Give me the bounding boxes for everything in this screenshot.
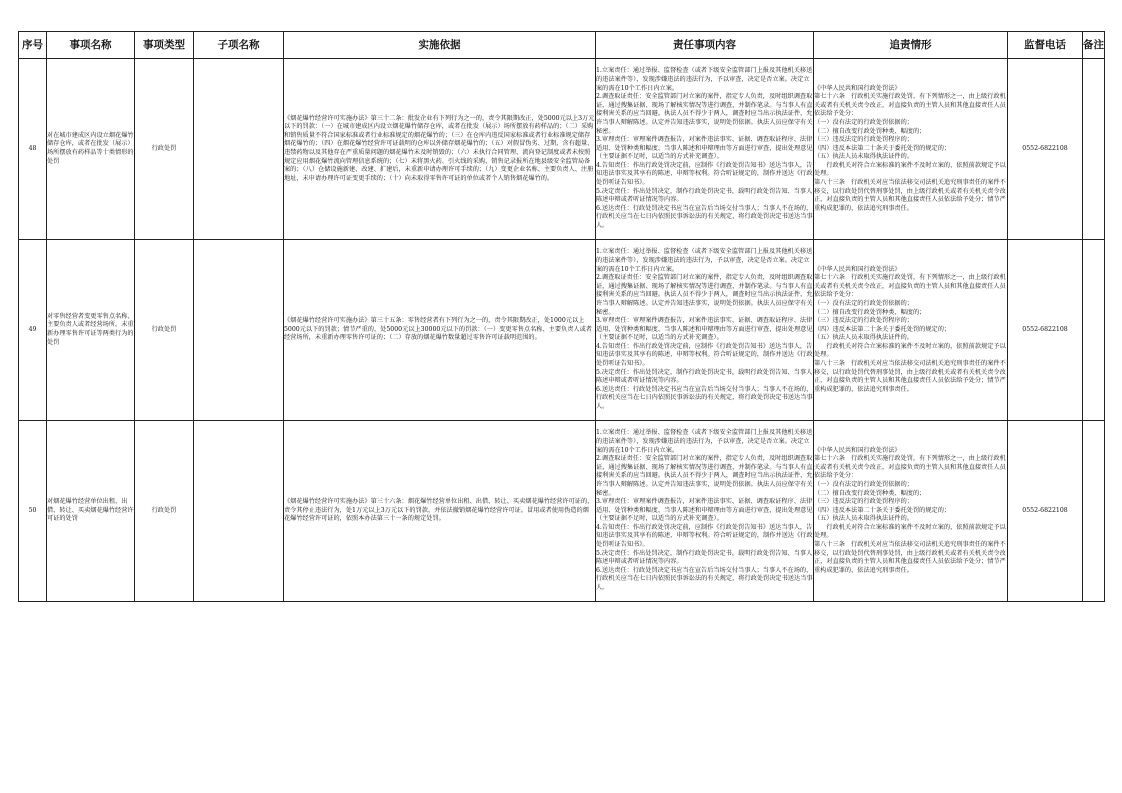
accountability-paragraph: （五）执法人员未取得执法证件的。 (814, 153, 913, 161)
header-accountability: 追责情形 (814, 32, 1008, 59)
accountability-paragraph: 行政机关对符合立案标准的案件不及时立案的，依照前款规定予以处理。 (814, 161, 1006, 178)
responsibility-paragraph: 1.立案责任：通过举报、监督检查（或者下级安全监管部门上报及其他机关移送的违法案件等），发现涉嫌违法的违法行为，予以审查，决定是否立案。决定立案的需在10个工作日内立案。 (596, 248, 813, 273)
responsibility-paragraph: 5.决定责任：作出处罚决定，制作行政处罚决定书，载明行政处罚告知、当事人陈述申辩或者听证情况等内容。 (596, 187, 813, 204)
responsibility-paragraph: 3.审理责任：审理案件调查报告，对案件违法事实、证据、调查取证程序、法律适用、处罚种类和幅度、当事人陈述和申辩理由等方面进行审查，提出处理意见（主要证据不足时，以适当的方式补充调查）。 (596, 136, 813, 161)
responsibility-content (596, 421, 814, 602)
accountability-paragraph: 《中华人民共和国行政处罚法》 (814, 446, 901, 454)
legal-basis: 《烟花爆竹经营许可实施办法》第三十五条：零售经营者有下列行为之一的，责令其限期改正，处1000元以上5000元以下的罚款；情节严重的，处5000元以上30000元以下的罚款：（一）变更零售点名称、主要负责人或者经营场所，未重新办理零售许可证的；（二）存放的烟花爆竹数量超过零售许可证载明范围的。 (284, 240, 596, 421)
accountability-paragraph: 第七十六条 行政机关实施行政处罚，有下列情形之一，由上级行政机关或者有关机关责令改正，对直接负责的主管人员和其他直接责任人员依法给予处分： (814, 274, 1006, 299)
accountability-paragraph: 第八十三条 行政机关对应当依法移交司法机关追究刑事责任的案件不移交，以行政处罚代替刑事处罚，由上级行政机关或者有关机关责令改正，对直接负责的主管人员和其他直接责任人员依法给予处分；情节严重构成犯罪的，依法追究刑事责任。 (814, 179, 1006, 212)
row-number: 49 (19, 240, 47, 421)
responsibility-content (596, 240, 814, 421)
accountability-paragraph: 行政机关对符合立案标准的案件不及时立案的，依照前款规定予以处理。 (814, 342, 1006, 359)
note-cell (1083, 240, 1105, 421)
header-responsibility: 责任事项内容 (596, 32, 814, 59)
header-phone: 监督电话 (1008, 32, 1083, 59)
accountability-paragraph: 行政机关对符合立案标准的案件不及时立案的，依照前款规定予以处理。 (814, 523, 1006, 540)
supervision-phone: 0552-6822108 (1008, 59, 1083, 240)
responsibility-content (596, 59, 814, 240)
header-no: 序号 (19, 32, 47, 59)
header-item-type: 事项类型 (135, 32, 194, 59)
accountability-paragraph: （一）没有法定的行政处罚依据的； (814, 480, 913, 488)
duty-list-table (18, 31, 1105, 602)
table-row (19, 421, 1105, 602)
table-row (19, 240, 1105, 421)
item-name: 对零售经营者变更零售点名称、主要负责人或者经营场所，未重新办理零售许可证等两类行为的处罚 (47, 240, 135, 421)
accountability-paragraph: （三）违反法定的行政处罚程序的； (814, 136, 913, 144)
responsibility-paragraph: 4.告知责任：作出行政处罚决定前，应制作《行政处罚告知书》送达当事人，告知违法事实及其享有的陈述、申辩等权利。符合听证规定的，制作并送达《行政处罚听证告知书》。 (596, 523, 813, 549)
accountability-paragraph: 《中华人民共和国行政处罚法》 (814, 265, 901, 273)
accountability-content (814, 59, 1008, 240)
accountability-paragraph: （三）违反法定的行政处罚程序的； (814, 317, 913, 325)
responsibility-paragraph: 1.立案责任：通过举报、监督检查（或者下级安全监管部门上报及其他机关移送的违法案件等），发现涉嫌违法的违法行为，予以审查，决定是否立案。决定立案的需在10个工作日内立案。 (596, 429, 813, 454)
responsibility-paragraph: 2.调查取证责任：安全监管部门对立案的案件，指定专人负责，及时组织调查取证，通过搜集证据、现场了解核实情况等进行调查，并制作笔录。与当事人有直接利害关系的应当回避。执法人员不得少于两人，调查时应当出示执法证件，允许当事人辩解陈述。认定并告知违法事实，说明处罚依据。执法人员应保守有关秘密。 (596, 455, 813, 497)
responsibility-paragraph: 6.送达责任：行政处罚决定书应当在宣告后当场交付当事人；当事人不在场的，行政机关应当在七日内依照民事诉讼法的有关规定，将行政处罚决定书送达当事人。 (596, 385, 813, 411)
accountability-paragraph: （五）执法人员未取得执法证件的。 (814, 515, 913, 523)
accountability-paragraph: 第七十六条 行政机关实施行政处罚，有下列情形之一，由上级行政机关或者有关机关责令改正，对直接负责的主管人员和其他直接责任人员依法给予处分： (814, 455, 1006, 480)
sub-item-name (194, 240, 284, 421)
accountability-content (814, 421, 1008, 602)
legal-basis: 《烟花爆竹经营许可实施办法》第三十六条：烟花爆竹经营单位出租、出借、转让、买卖烟花爆竹经营许可证的，责令其停止违法行为，处1万元以上3万元以下的罚款，并依法撤销烟花爆竹经营许可证。冒用或者使用伪造的烟花爆竹经营许可证的，依照本办法第三十一条的规定处罚。 (284, 421, 596, 602)
sub-item-name (194, 421, 284, 602)
accountability-paragraph: （一）没有法定的行政处罚依据的； (814, 118, 913, 126)
supervision-phone: 0552-6822108 (1008, 421, 1083, 602)
row-number: 48 (19, 59, 47, 240)
responsibility-paragraph: 6.送达责任：行政处罚决定书应当在宣告后当场交付当事人；当事人不在场的，行政机关应当在七日内依照民事诉讼法的有关规定，将行政处罚决定书送达当事人。 (596, 204, 813, 230)
responsibility-paragraph: 2.调查取证责任：安全监管部门对立案的案件，指定专人负责，及时组织调查取证，通过搜集证据、现场了解核实情况等进行调查，并制作笔录。与当事人有直接利害关系的应当回避。执法人员不得少于两人，调查时应当出示执法证件，允许当事人辩解陈述。认定并告知违法事实，说明处罚依据。执法人员应保守有关秘密。 (596, 93, 813, 135)
supervision-phone: 0552-6822108 (1008, 240, 1083, 421)
responsibility-paragraph: 1.立案责任：通过举报、监督检查（或者下级安全监管部门上报及其他机关移送的违法案件等），发现涉嫌违法的违法行为，予以审查，决定是否立案。决定立案的需在10个工作日内立案。 (596, 67, 813, 92)
accountability-paragraph: （一）没有法定的行政处罚依据的； (814, 299, 913, 307)
responsibility-paragraph: 4.告知责任：作出行政处罚决定前，应制作《行政处罚告知书》送达当事人，告知违法事实及其享有的陈述、申辩等权利。符合听证规定的，制作并送达《行政处罚听证告知书》。 (596, 342, 813, 368)
responsibility-paragraph: 2.调查取证责任：安全监管部门对立案的案件，指定专人负责，及时组织调查取证，通过搜集证据、现场了解核实情况等进行调查，并制作笔录。与当事人有直接利害关系的应当回避。执法人员不得少于两人，调查时应当出示执法证件，允许当事人辩解陈述。认定并告知违法事实，说明处罚依据。执法人员应保守有关秘密。 (596, 274, 813, 316)
accountability-content (814, 240, 1008, 421)
header-row (19, 32, 1105, 59)
note-cell (1083, 421, 1105, 602)
table-row (19, 59, 1105, 240)
accountability-paragraph: （四）违反本法第二十条关于委托处罚的规定的； (814, 506, 951, 514)
accountability-paragraph: （二）擅自改变行政处罚种类、幅度的； (814, 489, 926, 497)
accountability-paragraph: （二）擅自改变行政处罚种类、幅度的； (814, 127, 926, 135)
note-cell (1083, 59, 1105, 240)
header-sub-item: 子项名称 (194, 32, 284, 59)
accountability-paragraph: （四）违反本法第二十条关于委托处罚的规定的； (814, 325, 951, 333)
item-type: 行政处罚 (135, 59, 194, 240)
sub-item-name (194, 59, 284, 240)
responsibility-paragraph: 3.审理责任：审理案件调查报告，对案件违法事实、证据、调查取证程序、法律适用、处罚种类和幅度、当事人陈述和申辩理由等方面进行审查，提出处理意见（主要证据不足时，以适当的方式补充调查）。 (596, 317, 813, 342)
legal-basis: 《烟花爆竹经营许可实施办法》第三十二条：批发企业有下列行为之一的，责令其限期改正，处5000元以上3万元以下的罚款：（一）在城市建成区内设立烟花爆竹储存仓库，或者在批发（展示）场所摆放有药样品的；（二）采购和销售质量不符合国家标准或者行业标准规定的烟花爆竹的；（三）在仓库内违反国家标准或者行业标准规定储存烟花爆竹的；（四）在烟花爆竹经营许可证载明的仓库以外储存烟花爆竹的；（五）对假冒伪劣、过期、含有超量、违禁药物以及其他存在严重质量问题的烟花爆竹未及时销毁的；（六）未执行合同管理、流向登记制度或者未按照规定应用烟花爆竹流向管理信息系统的；（七）未将黑火药、引火线的采购、销售记录报所在地县级安全监管局备案的；（八）仓储设施新建、改建、扩建后，未重新申请办理许可手续的；（九）变更企业名称、主要负责人、注册地址，未申请办理许可证变更手续的；（十）向未取得零售许可证的单位或者个人销售烟花爆竹的。 (284, 59, 596, 240)
responsibility-paragraph: 5.决定责任：作出处罚决定，制作行政处罚决定书，载明行政处罚告知、当事人陈述申辩或者听证情况等内容。 (596, 368, 813, 385)
item-name: 对烟花爆竹经营单位出租、出借、转让、买卖烟花爆竹经营许可证的处罚 (47, 421, 135, 602)
item-type: 行政处罚 (135, 421, 194, 602)
header-legal-basis: 实施依据 (284, 32, 596, 59)
accountability-paragraph: （三）违反法定的行政处罚程序的； (814, 498, 913, 506)
responsibility-paragraph: 3.审理责任：审理案件调查报告，对案件违法事实、证据、调查取证程序、法律适用、处罚种类和幅度、当事人陈述和申辩理由等方面进行审查，提出处理意见（主要证据不足时，以适当的方式补充调查）。 (596, 498, 813, 523)
responsibility-paragraph: 6.送达责任：行政处罚决定书应当在宣告后当场交付当事人；当事人不在场的，行政机关应当在七日内依照民事诉讼法的有关规定，将行政处罚决定书送达当事人。 (596, 566, 813, 592)
accountability-paragraph: 《中华人民共和国行政处罚法》 (814, 84, 901, 92)
row-number: 50 (19, 421, 47, 602)
accountability-paragraph: 第七十六条 行政机关实施行政处罚，有下列情形之一，由上级行政机关或者有关机关责令改正，对直接负责的主管人员和其他直接责任人员依法给予处分： (814, 93, 1006, 118)
accountability-paragraph: （四）违反本法第二十条关于委托处罚的规定的； (814, 144, 951, 152)
accountability-paragraph: 第八十三条 行政机关对应当依法移交司法机关追究刑事责任的案件不移交，以行政处罚代替刑事处罚，由上级行政机关或者有关机关责令改正，对直接负责的主管人员和其他直接责任人员依法给予处分；情节严重构成犯罪的，依法追究刑事责任。 (814, 541, 1006, 574)
responsibility-paragraph: 4.告知责任：作出行政处罚决定前，应制作《行政处罚告知书》送达当事人，告知违法事实及其享有的陈述、申辩等权利。符合听证规定的，制作并送达《行政处罚听证告知书》。 (596, 161, 813, 187)
duty-list-sheet (18, 31, 1104, 602)
responsibility-paragraph: 5.决定责任：作出处罚决定，制作行政处罚决定书，载明行政处罚告知、当事人陈述申辩或者听证情况等内容。 (596, 549, 813, 566)
accountability-paragraph: （五）执法人员未取得执法证件的。 (814, 334, 913, 342)
accountability-paragraph: （二）擅自改变行政处罚种类、幅度的； (814, 308, 926, 316)
accountability-paragraph: 第八十三条 行政机关对应当依法移交司法机关追究刑事责任的案件不移交，以行政处罚代替刑事处罚，由上级行政机关或者有关机关责令改正，对直接负责的主管人员和其他直接责任人员依法给予处分；情节严重构成犯罪的，依法追究刑事责任。 (814, 360, 1006, 393)
item-name: 对在城市建成区内设立烟花爆竹储存仓库，或者在批发（展示）场所摆放有药样品等十类情形的处罚 (47, 59, 135, 240)
header-item-name: 事项名称 (47, 32, 135, 59)
header-note: 备注 (1083, 32, 1105, 59)
item-type: 行政处罚 (135, 240, 194, 421)
